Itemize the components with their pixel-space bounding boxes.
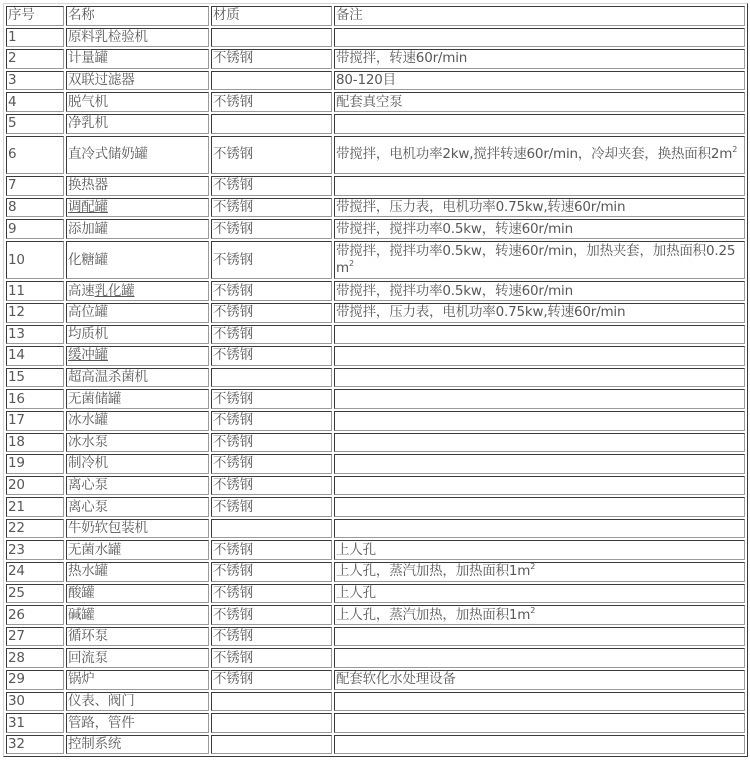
cell-material: [211, 198, 332, 218]
cell-number: [6, 303, 64, 323]
cell-number: [6, 219, 64, 239]
equipment-name-link[interactable]: 缓冲罐: [68, 347, 108, 364]
header-name: 名称: [66, 6, 209, 26]
cell-material: [211, 411, 332, 431]
cell-note: [334, 114, 745, 134]
cell-number: [6, 368, 64, 388]
table-row: [6, 562, 745, 582]
table-row: [6, 584, 745, 604]
row-number: 32: [8, 736, 25, 753]
row-number: 27: [8, 628, 25, 645]
cell-number: [6, 648, 64, 668]
table-row: [6, 454, 745, 474]
cell-note: [334, 71, 745, 91]
cell-material: [211, 648, 332, 668]
cell-number: [6, 114, 64, 134]
note-text: 上人孔: [336, 584, 376, 601]
cell-number: [6, 411, 64, 431]
equipment-name: 碱罐: [68, 606, 95, 623]
cell-material: [211, 219, 332, 239]
table-header-row: [6, 6, 745, 26]
row-number: 29: [8, 671, 25, 688]
table-row: [6, 497, 745, 517]
cell-material: [211, 454, 332, 474]
table-row: [6, 114, 745, 134]
row-number: 13: [8, 325, 25, 342]
cell-note: [334, 389, 745, 409]
material-value: 不锈钢: [213, 649, 253, 666]
row-number: 2: [8, 50, 17, 67]
row-number: 22: [8, 520, 25, 537]
material-value: 不锈钢: [213, 220, 253, 237]
row-number: 12: [8, 304, 25, 321]
cell-note: [334, 497, 745, 517]
equipment-name: 锅炉: [68, 671, 95, 688]
table-row: [6, 368, 745, 388]
material-value: 不锈钢: [213, 390, 253, 407]
cell-name: [66, 176, 209, 196]
material-value: 不锈钢: [213, 541, 253, 558]
row-number: 19: [8, 455, 25, 472]
equipment-name: 回流泵: [68, 649, 108, 666]
material-value: 不锈钢: [213, 50, 253, 67]
table-row: [6, 519, 745, 539]
note-text: 配套软化水处理设备: [336, 671, 456, 688]
cell-note: [334, 692, 745, 712]
row-number: 14: [8, 347, 25, 364]
cell-number: [6, 454, 64, 474]
cell-name: [66, 540, 209, 560]
equipment-name: 脱气机: [68, 93, 108, 110]
cell-name: [66, 433, 209, 453]
equipment-name: 双联过滤器: [68, 72, 135, 89]
cell-note: [334, 368, 745, 388]
cell-number: [6, 198, 64, 218]
note-text: 带搅拌，搅拌功率0.5kw，转速60r/min: [336, 282, 573, 299]
material-value: 不锈钢: [213, 93, 253, 110]
cell-note: [334, 325, 745, 345]
cell-name: [66, 219, 209, 239]
table-row: [6, 389, 745, 409]
equipment-table: [3, 3, 748, 757]
material-value: 不锈钢: [213, 282, 253, 299]
cell-material: [211, 368, 332, 388]
cell-number: [6, 497, 64, 517]
cell-material: [211, 49, 332, 69]
row-number: 1: [8, 28, 17, 45]
material-value: 不锈钢: [213, 671, 253, 688]
note-text: 带搅拌，转速60r/min: [336, 50, 468, 67]
cell-material: [211, 346, 332, 366]
row-number: 30: [8, 692, 25, 709]
cell-material: [211, 389, 332, 409]
cell-material: [211, 692, 332, 712]
cell-note: [334, 562, 745, 582]
cell-material: [211, 92, 332, 112]
equipment-name: 化糖罐: [68, 251, 108, 268]
cell-number: [6, 605, 64, 625]
table-row: [6, 411, 745, 431]
equipment-name: 冰水泵: [68, 433, 108, 450]
cell-material: [211, 176, 332, 196]
cell-material: [211, 713, 332, 733]
cell-material: [211, 433, 332, 453]
cell-material: [211, 497, 332, 517]
cell-name: [66, 346, 209, 366]
row-number: 11: [8, 282, 25, 299]
row-number: 26: [8, 606, 25, 623]
equipment-name: 循环泵: [68, 628, 108, 645]
cell-number: [6, 627, 64, 647]
cell-number: [6, 713, 64, 733]
cell-note: [334, 198, 745, 218]
material-value: 不锈钢: [213, 563, 253, 580]
equipment-name: 无菌储罐: [68, 390, 122, 407]
equipment-name: 制冷机: [68, 455, 108, 472]
cell-name: [66, 49, 209, 69]
table-row: [6, 303, 745, 323]
cell-number: [6, 49, 64, 69]
cell-material: [211, 241, 332, 280]
cell-name: [66, 605, 209, 625]
cell-note: [334, 28, 745, 48]
table-row: [6, 735, 745, 755]
cell-number: [6, 519, 64, 539]
header-number: 序号: [6, 6, 64, 26]
row-number: 20: [8, 476, 25, 493]
cell-name: [66, 648, 209, 668]
cell-name: [66, 411, 209, 431]
note-text: 带搅拌，搅拌功率0.5kw，转速60r/min，加热夹套，加热面积0.25m: [336, 243, 736, 277]
row-number: 21: [8, 498, 25, 515]
cell-number: [6, 28, 64, 48]
table-row: [6, 198, 745, 218]
cell-name: [66, 476, 209, 496]
equipment-name: 冰水罐: [68, 412, 108, 429]
cell-number: [6, 136, 64, 175]
cell-name: [66, 584, 209, 604]
cell-name: [66, 71, 209, 91]
equipment-name: 无菌水罐: [68, 541, 122, 558]
row-number: 8: [8, 198, 17, 215]
header-note: 备注: [334, 6, 745, 26]
header-material: 材质: [211, 6, 332, 26]
cell-material: [211, 605, 332, 625]
table-row: [6, 49, 745, 69]
material-value: 不锈钢: [213, 628, 253, 645]
equipment-name: 添加罐: [68, 220, 108, 237]
note-text: 带搅拌，压力表，电机功率0.75kw,转速60r/min: [336, 304, 626, 321]
cell-note: [334, 584, 745, 604]
row-number: 25: [8, 584, 25, 601]
material-value: 不锈钢: [213, 304, 253, 321]
note-text: 带搅拌，搅拌功率0.5kw，转速60r/min: [336, 220, 573, 237]
table-row: [6, 28, 745, 48]
equipment-name: 计量罐: [68, 50, 108, 67]
cell-note: [334, 136, 745, 175]
equipment-name: 高位罐: [68, 304, 108, 321]
cell-note: [334, 411, 745, 431]
table-row: [6, 71, 745, 91]
cell-material: [211, 540, 332, 560]
equipment-name-link[interactable]: 乳化罐: [94, 282, 135, 299]
cell-material: [211, 71, 332, 91]
cell-material: [211, 303, 332, 323]
cell-number: [6, 241, 64, 280]
cell-number: [6, 735, 64, 755]
table-row: [6, 92, 745, 112]
cell-name: [66, 303, 209, 323]
equipment-name: 超高温杀菌机: [68, 369, 148, 386]
cell-name: [66, 281, 209, 301]
material-value: 不锈钢: [213, 347, 253, 364]
note-superscript: 2: [732, 145, 738, 155]
note-text: 上人孔，蒸汽加热，加热面积1m: [336, 563, 531, 580]
cell-note: [334, 605, 745, 625]
cell-material: [211, 28, 332, 48]
cell-note: [334, 713, 745, 733]
cell-number: [6, 281, 64, 301]
equipment-list-container: [3, 3, 748, 757]
row-number: 15: [8, 369, 25, 386]
cell-material: [211, 281, 332, 301]
note-text: 上人孔，蒸汽加热，加热面积1m: [336, 606, 531, 623]
cell-material: [211, 114, 332, 134]
cell-material: [211, 735, 332, 755]
cell-number: [6, 584, 64, 604]
cell-name: [66, 241, 209, 280]
table-row: [6, 540, 745, 560]
row-number: 7: [8, 177, 17, 194]
row-number: 4: [8, 93, 17, 110]
row-number: 24: [8, 563, 25, 580]
row-number: 23: [8, 541, 25, 558]
cell-material: [211, 136, 332, 175]
cell-number: [6, 670, 64, 690]
row-number: 10: [8, 251, 25, 268]
cell-name: [66, 368, 209, 388]
cell-note: [334, 346, 745, 366]
material-value: 不锈钢: [213, 146, 253, 163]
cell-number: [6, 476, 64, 496]
cell-note: [334, 670, 745, 690]
note-text: 配套真空泵: [336, 93, 403, 110]
cell-note: [334, 241, 745, 280]
cell-number: [6, 71, 64, 91]
equipment-name: 热水罐: [68, 563, 108, 580]
equipment-name: 离心泵: [68, 476, 108, 493]
cell-material: [211, 519, 332, 539]
cell-name: [66, 627, 209, 647]
cell-name: [66, 519, 209, 539]
cell-number: [6, 389, 64, 409]
cell-number: [6, 346, 64, 366]
cell-name: [66, 497, 209, 517]
table-row: [6, 627, 745, 647]
equipment-name: 直冷式储奶罐: [68, 146, 148, 163]
table-row: [6, 136, 745, 175]
equipment-name: 管路，管件: [68, 714, 135, 731]
row-number: 6: [8, 146, 17, 163]
cell-note: [334, 176, 745, 196]
note-superscript: 2: [348, 259, 354, 269]
cell-number: [6, 325, 64, 345]
cell-note: [334, 49, 745, 69]
equipment-name: 仪表、阀门: [68, 692, 135, 709]
cell-note: [334, 92, 745, 112]
cell-name: [66, 28, 209, 48]
cell-number: [6, 562, 64, 582]
note-superscript: 2: [530, 605, 536, 615]
note-superscript: 2: [530, 562, 536, 572]
cell-name: [66, 92, 209, 112]
material-value: 不锈钢: [213, 498, 253, 515]
row-number: 31: [8, 714, 25, 731]
cell-note: [334, 540, 745, 560]
cell-material: [211, 476, 332, 496]
table-row: [6, 433, 745, 453]
cell-name: [66, 692, 209, 712]
cell-note: [334, 735, 745, 755]
cell-number: [6, 92, 64, 112]
table-row: [6, 241, 745, 280]
row-number: 17: [8, 412, 25, 429]
cell-note: [334, 648, 745, 668]
table-row: [6, 605, 745, 625]
equipment-name: 换热器: [68, 177, 108, 194]
equipment-name-prefix: 高速: [68, 282, 95, 299]
row-number: 9: [8, 220, 17, 237]
material-value: 不锈钢: [213, 606, 253, 623]
material-value: 不锈钢: [213, 455, 253, 472]
cell-note: [334, 627, 745, 647]
material-value: 不锈钢: [213, 584, 253, 601]
equipment-name-link[interactable]: 调配罐: [68, 198, 108, 215]
equipment-name: 均质机: [68, 325, 108, 342]
cell-name: [66, 562, 209, 582]
material-value: 不锈钢: [213, 325, 253, 342]
material-value: 不锈钢: [213, 198, 253, 215]
cell-note: [334, 519, 745, 539]
cell-name: [66, 136, 209, 175]
note-text: 80-120目: [336, 72, 396, 89]
equipment-name: 离心泵: [68, 498, 108, 515]
cell-name: [66, 454, 209, 474]
cell-number: [6, 433, 64, 453]
cell-number: [6, 692, 64, 712]
cell-name: [66, 670, 209, 690]
material-value: 不锈钢: [213, 433, 253, 450]
material-value: 不锈钢: [213, 412, 253, 429]
cell-material: [211, 325, 332, 345]
equipment-name: 控制系统: [68, 736, 122, 753]
cell-note: [334, 303, 745, 323]
equipment-name: 净乳机: [68, 115, 108, 132]
table-row: [6, 219, 745, 239]
cell-material: [211, 584, 332, 604]
cell-name: [66, 325, 209, 345]
table-row: [6, 670, 745, 690]
cell-note: [334, 433, 745, 453]
cell-note: [334, 219, 745, 239]
table-row: [6, 325, 745, 345]
row-number: 28: [8, 649, 25, 666]
material-value: 不锈钢: [213, 251, 253, 268]
equipment-name: 酸罐: [68, 584, 95, 601]
cell-name: [66, 198, 209, 218]
note-text: 带搅拌，电机功率2kw,搅拌转速60r/min，冷却夹套，换热面积2m: [336, 146, 733, 163]
row-number: 3: [8, 72, 17, 89]
cell-name: [66, 713, 209, 733]
cell-number: [6, 540, 64, 560]
table-row: [6, 346, 745, 366]
note-text: 带搅拌，压力表，电机功率0.75kw,转速60r/min: [336, 198, 626, 215]
cell-material: [211, 562, 332, 582]
cell-name: [66, 735, 209, 755]
row-number: 18: [8, 433, 25, 450]
table-row: [6, 281, 745, 301]
equipment-name: 牛奶软包装机: [68, 520, 148, 537]
table-row: [6, 713, 745, 733]
note-text: 上人孔: [336, 541, 376, 558]
cell-note: [334, 454, 745, 474]
cell-name: [66, 389, 209, 409]
row-number: 16: [8, 390, 25, 407]
cell-number: [6, 176, 64, 196]
table-row: [6, 176, 745, 196]
cell-material: [211, 670, 332, 690]
cell-name: [66, 114, 209, 134]
equipment-name: 原料乳检验机: [68, 28, 148, 45]
table-row: [6, 692, 745, 712]
material-value: 不锈钢: [213, 476, 253, 493]
table-row: [6, 648, 745, 668]
cell-material: [211, 627, 332, 647]
row-number: 5: [8, 115, 17, 132]
material-value: 不锈钢: [213, 177, 253, 194]
table-row: [6, 476, 745, 496]
cell-note: [334, 281, 745, 301]
cell-note: [334, 476, 745, 496]
